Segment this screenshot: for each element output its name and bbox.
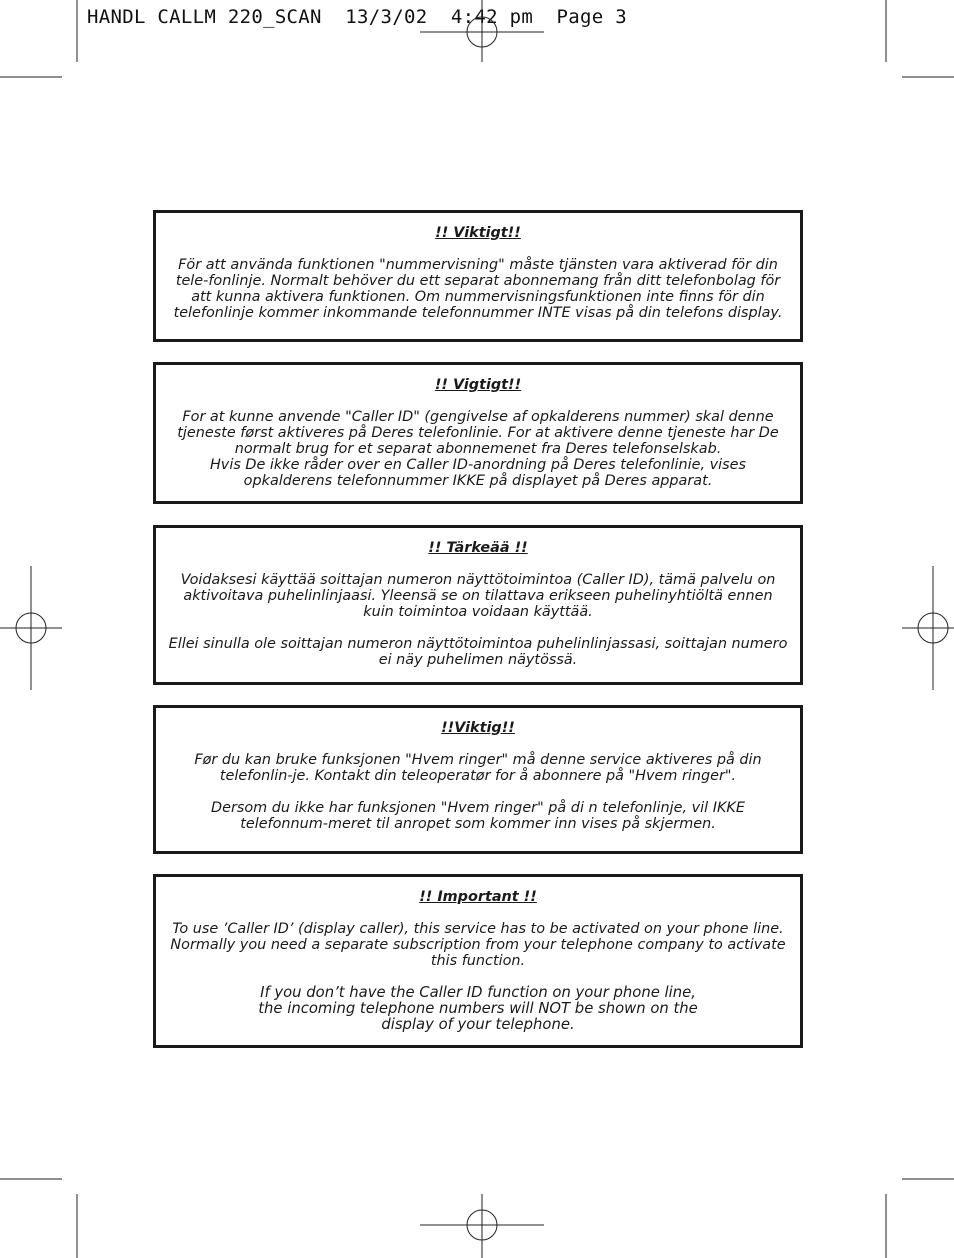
notice-danish-body-2: Hvis De ikke råder over en Caller ID-anordning på Deres telefonlinie, vises opkalderens telefonnummer IKKE på displayet på Deres apparat. bbox=[209, 457, 747, 489]
registration-mark-right bbox=[902, 566, 954, 690]
notice-english-body-2-line-1: If you don’t have the Caller ID function on your phone line, bbox=[260, 984, 696, 1001]
notice-english-body-1: To use ’Caller ID’ (display caller), this service has to be activated on your phone line. Normally you need a separate subscription from your telephone company to activate this function. bbox=[170, 921, 786, 969]
notice-norwegian-body-2: Dersom du ikke har funksjonen "Hvem ringer" på di n telefonlinje, vil IKKE telefonnum-meret til anropet som kommer inn vises på skjermen. bbox=[211, 800, 745, 832]
registration-mark-left bbox=[0, 566, 62, 690]
notice-english bbox=[153, 874, 803, 1048]
notice-danish-title: !! Vigtigt!! bbox=[434, 377, 522, 393]
notice-finnish-body-2: Ellei sinulla ole soittajan numeron näyttötoimintoa puhelinlinjassasi, soittajan numero ei näy puhelimen näytössä. bbox=[168, 636, 788, 668]
registration-mark-bottom bbox=[420, 1194, 544, 1258]
notice-english-body-2-line-3: display of your telephone. bbox=[381, 1016, 575, 1033]
notice-finnish-title: !! Tärkeää !! bbox=[428, 540, 528, 556]
registration-mark-top bbox=[420, 0, 544, 62]
print-slug: HANDL CALLM 220_SCAN 13/3/02 4:42 pm Page 3 bbox=[87, 6, 627, 28]
notice-english-body-2-line-2: the incoming telephone numbers will NOT be shown on the bbox=[258, 1000, 698, 1017]
notice-english-title: !! Important !! bbox=[419, 889, 537, 905]
notice-norwegian-title: !!Viktig!! bbox=[441, 720, 515, 736]
notice-finnish bbox=[153, 525, 803, 685]
notice-norwegian-body-1: Før du kan bruke funksjonen "Hvem ringer" må denne service aktiveres på din telefonlin-je. Kontakt din teleoperatør for å abonnere på "Hvem ringer". bbox=[194, 752, 762, 784]
notice-swedish bbox=[153, 210, 803, 342]
notice-swedish-body: För att använda funktionen "nummervisning" måste tjänsten vara aktiverad för din tele-fonlinje. Normalt behöver du ett separat abonnemang från ditt telefonbolag för att kunna aktivera funktionen. Om nummervisningsfunktionen inte finns för din telefonlinje kommer inkommande telefonnummer INTE visas på din telefons display. bbox=[173, 257, 783, 321]
notice-danish bbox=[153, 362, 803, 504]
notice-norwegian bbox=[153, 705, 803, 854]
notice-swedish-title: !! Viktigt!! bbox=[435, 225, 521, 241]
notice-finnish-body-1: Voidaksesi käyttää soittajan numeron näyttötoimintoa (Caller ID), tämä palvelu on aktivoitava puhelinlinjaasi. Yleensä se on tilattava erikseen puhelinyhtiöltä ennen kuin toimintoa voidaan käyttää. bbox=[180, 572, 776, 620]
notice-danish-body-1: For at kunne anvende "Caller ID" (gengivelse af opkalderens nummer) skal denne tjeneste først aktiveres på Deres telefonlinie. For at aktivere denne tjeneste har De normalt brug for et separat abonnemenet fra Deres telefonselskab. bbox=[177, 409, 779, 457]
